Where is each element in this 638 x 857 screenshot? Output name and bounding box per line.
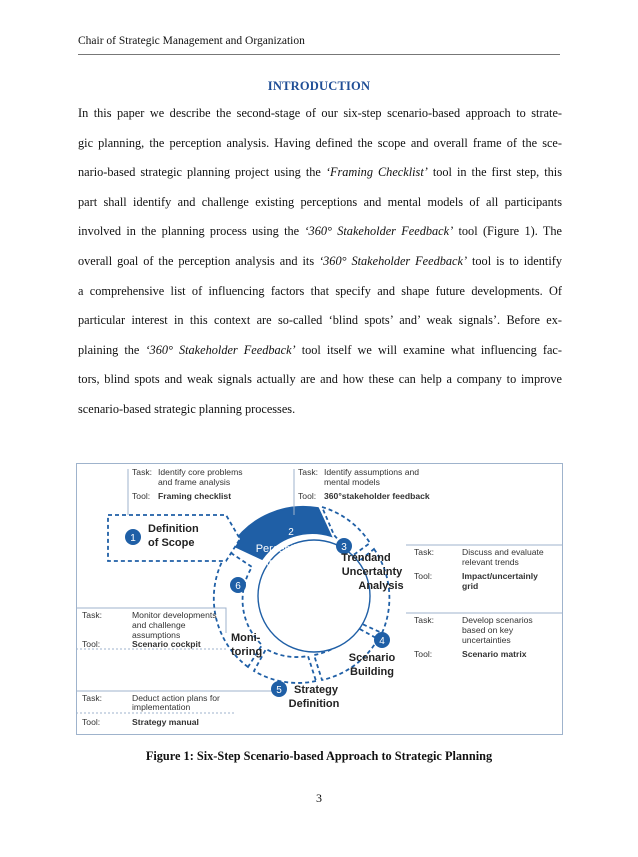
b1-task-label: Task: [132,467,153,477]
step-4-number: 4 [379,636,385,647]
b6-task-label: Task: [82,610,103,620]
b5-task-text2: implementation [132,702,191,712]
b3-tool-label: Tool: [414,571,433,581]
b4-task-label: Task: [414,615,435,625]
paragraph-line: part shall identify and challenge existing perceptions and mental models of all participants [78,194,562,209]
figure-caption: Figure 1: Six-Step Scenario-based Approach to Strategic Planning [145,749,493,763]
step-3-number: 3 [341,542,347,553]
b5-tool-label: Tool: [82,717,101,727]
step-3-title-line3: Analysis [358,580,404,592]
b6-tool-text: Scenario cockpit [132,639,201,649]
tool-name-emphasis: ‘360° Stakeholder Feedback’ [319,253,468,268]
b3-tool-text2: grid [462,581,479,591]
b2-task-text1: Identify assumptions and [324,467,420,477]
b4-task-text2: based on key [462,625,514,635]
step-2-number: 2 [288,527,294,538]
paragraph-line: scenario-based strategic planning processes. [78,401,296,416]
step-2-title-line2: Analysis [261,557,303,569]
b5-task-text1: Deduct action plans for [132,693,220,703]
b6-task-text1: Monitor developments [132,610,217,620]
paragraph-line: nario-based strategic planning project using the ‘Framing Checklist’ tool in the first step, this [78,165,563,180]
paragraph-line: tors, blind spots and weak signals actually are and how these can help a company to improve [78,372,562,387]
step-2-title-line1: Perception [255,543,309,555]
step-5-title-line2: Definition [288,698,340,710]
tool-name-emphasis: ‘360° Stakeholder Feedback’ [145,342,296,357]
step-6-number: 6 [235,581,241,592]
b2-tool-text: 360°stakeholder feedback [324,491,430,501]
b3-task-text1: Discuss and evaluate [462,547,544,557]
b3-tool-text1: Impact/uncertainly [462,571,538,581]
b1-tool-text: Framing checklist [158,491,232,501]
paragraph-line: involved in the planning process using the ‘360° Stakeholder Feedback’ tool (Figure 1). The [78,224,562,239]
b2-task-text2: mental models [324,477,380,487]
b4-task-text1: Develop scenarios [462,615,533,625]
tool-name-emphasis: ‘360° Stakeholder Feedback’ [304,224,454,239]
b2-tool-label: Tool: [298,491,317,501]
body-paragraph [78,99,562,425]
paragraph-line: plaining the ‘360° Stakeholder Feedback’ tool itself we will examine what influencing fac- [78,342,562,357]
paragraph-line: In this paper we describe the second-stage of our six-step scenario-based approach to strate- [78,106,562,120]
b3-task-text2: relevant trends [462,557,519,567]
paragraph-line: a comprehensive list of influencing factors that specify and shape future developments. Of [78,283,562,298]
b5-tool-text: Strategy manual [132,717,199,727]
six-step-figure [76,463,563,735]
step-1-title-line2: of Scope [148,537,195,549]
section-title: INTRODUCTION [267,79,371,93]
step-5-title-line1: Strategy [293,684,339,696]
b1-tool-label: Tool: [132,491,151,501]
b5-task-label: Task: [82,693,103,703]
running-header: Chair of Strategic Management and Organization [78,35,305,47]
step-5-number: 5 [276,685,282,696]
b6-tool-label: Tool: [82,639,101,649]
b1-task-text2: and frame analysis [158,477,231,487]
header-rule [78,54,560,55]
step-6-title-line1: Moni- [231,632,261,644]
b4-task-text3: uncertainties [462,635,511,645]
b2-task-label: Task: [298,467,319,477]
step-6-title-line2: toring [231,646,263,658]
b6-task-text2: and challenge [132,620,186,630]
step-3-title-line1: Trendand [341,552,391,564]
step-4-title-line2: Building [350,666,394,678]
paragraph-line: particular interest in this context are so-called ‘blind spots’ and’ weak signals’. Before ex- [78,313,562,328]
paragraph-line: overall goal of the perception analysis and its ‘360° Stakeholder Feedback’ tool is to identify [78,253,562,268]
page-number: 3 [316,791,322,805]
step-1-number: 1 [130,533,136,544]
step-4-title-line1: Scenario [348,652,396,664]
tool-name-emphasis: ‘Framing Checklist’ [325,165,428,180]
b6-task-text3: assumptions [132,630,181,640]
b4-tool-label: Tool: [414,649,433,659]
step-3-title-line2: Uncertainty [341,566,403,578]
b1-task-text1: Identify core problems [158,467,243,477]
step-1-title-line1: Definition [148,523,199,535]
paragraph-line: gic planning, the perception analysis. Having defined the scope and overall frame of the sce- [78,135,562,150]
b4-tool-text: Scenario matrix [462,649,527,659]
b3-task-label: Task: [414,547,435,557]
